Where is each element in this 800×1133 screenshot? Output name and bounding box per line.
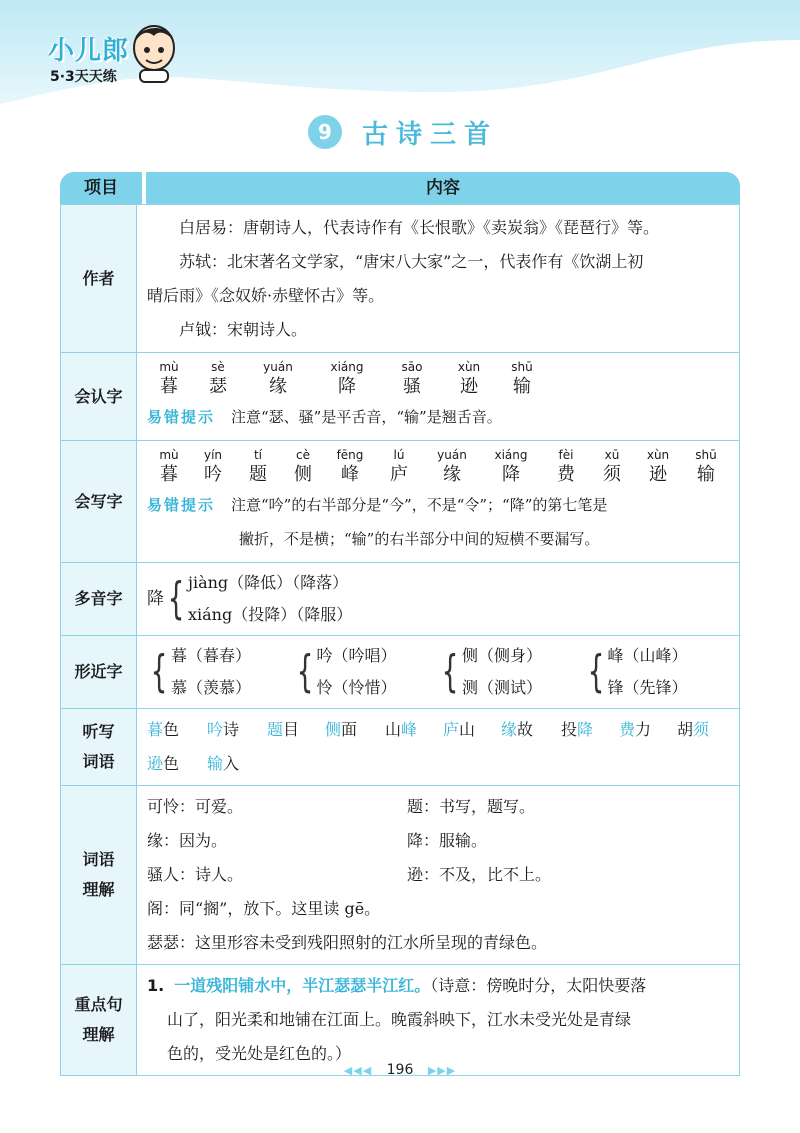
key-sentence-line: 1. 一道残阳铺水中，半江瑟瑟半江红。（诗意：傍晚时分，太阳快要落 <box>147 976 647 995</box>
label-vocab <box>61 786 137 965</box>
char: 费 <box>557 463 575 485</box>
similar-word: 测（测试） <box>462 678 543 697</box>
vocab-pair: 骚人：诗人。 逊：不及，比不上。 <box>147 865 552 884</box>
row-dictation <box>61 709 740 786</box>
char: 暮 <box>160 375 178 397</box>
brand-logo: 小儿郎 <box>48 36 130 66</box>
similar-word: 吟（吟唱） <box>316 646 397 665</box>
label-line: 理解 <box>82 1025 115 1044</box>
brace-icon: { <box>296 646 313 697</box>
label-write: 会写字 <box>61 441 137 563</box>
dictation-word: 山峰 <box>385 720 418 739</box>
page-number: 196 <box>386 1062 414 1078</box>
label-line: 理解 <box>82 880 115 899</box>
content-key-sentence <box>137 965 740 1076</box>
char: 庐 <box>390 463 408 485</box>
pinyin: shū <box>695 447 717 462</box>
char: 逊 <box>649 463 667 485</box>
reading: jiàng（降低）（降落） <box>188 573 349 592</box>
pinyin: cè <box>296 447 310 462</box>
label-line: 词语 <box>82 752 115 771</box>
char: 瑟 <box>209 375 227 397</box>
tip-line <box>147 400 729 434</box>
char: 骚 <box>403 375 421 397</box>
dictation-word: 输入 <box>207 754 240 773</box>
content-similar <box>137 636 740 709</box>
brace-icon: { <box>150 646 168 697</box>
label-line: 听写 <box>82 722 115 741</box>
pinyin: xū <box>604 447 620 462</box>
pinyin: xùn <box>646 447 670 462</box>
dictation-row <box>147 747 729 781</box>
reading: xiáng（投降）（降服） <box>188 605 353 624</box>
vocab-pair: 可怜：可爱。 题：书写，题写。 <box>147 797 536 816</box>
pinyin-row <box>147 360 729 374</box>
pinyin: sāo <box>401 359 423 374</box>
tip-line <box>147 488 729 522</box>
vocab-pair: 缘：因为。 降：服输。 <box>147 831 488 850</box>
similar-word: 慕（羡慕） <box>171 678 252 697</box>
author-line: 晴后雨》《念奴娇·赤壁怀古》等。 <box>147 285 385 305</box>
pinyin: tí <box>253 447 263 462</box>
similar-group <box>584 640 730 704</box>
pinyin: yuán <box>437 447 467 462</box>
pinyin: fēng <box>336 447 364 462</box>
key-sentence: 一道残阳铺水中，半江瑟瑟半江红。 <box>174 976 431 995</box>
lesson-title <box>300 112 510 152</box>
row-similar <box>61 636 740 709</box>
char-row <box>147 462 729 488</box>
pinyin: mù <box>159 447 179 462</box>
char: 缘 <box>443 463 461 485</box>
dictation-word: 庐山 <box>443 720 476 739</box>
char: 题 <box>249 463 267 485</box>
label-polyphone: 多音字 <box>61 563 137 636</box>
pinyin: yín <box>203 447 223 462</box>
pinyin-row <box>147 448 729 462</box>
page-footer <box>0 1062 800 1078</box>
dictation-word: 吟诗 <box>207 720 240 739</box>
char: 暮 <box>160 463 178 485</box>
dictation-word: 逊色 <box>147 754 180 773</box>
table-header <box>60 172 740 204</box>
pinyin: fèi <box>558 447 574 462</box>
tip-line <box>147 522 729 556</box>
vocab-line: 瑟瑟：这里形容未受到残阳照射的江水所呈现的青绿色。 <box>147 933 548 952</box>
prev-arrows-icon: ◀◀◀ <box>343 1064 373 1077</box>
dictation-word: 胡须 <box>677 720 710 739</box>
label-dictation <box>61 709 137 786</box>
content-recognize <box>137 353 740 441</box>
pinyin: sè <box>211 359 225 374</box>
label-key-sentence <box>61 965 137 1076</box>
similar-group <box>147 640 293 704</box>
mascot-boy-icon <box>128 18 180 84</box>
tip-text: 撇折，不是横；“输”的右半部分中间的短横不要漏写。 <box>239 529 600 548</box>
similar-group <box>438 640 584 704</box>
series-name: 5·3天天练 <box>50 69 117 85</box>
dictation-word: 投降 <box>561 720 594 739</box>
dictation-word: 侧面 <box>325 720 358 739</box>
char: 吟 <box>204 463 222 485</box>
similar-word: 暮（暮春） <box>171 646 252 665</box>
dictation-row <box>147 713 729 747</box>
polyphone-readings <box>188 567 352 631</box>
char: 缘 <box>269 375 287 397</box>
pinyin: mù <box>159 359 179 374</box>
row-polyphone <box>61 563 740 636</box>
char: 侧 <box>294 463 312 485</box>
char: 输 <box>513 375 531 397</box>
polyphone-char: 降 <box>147 589 164 609</box>
row-key-sentence <box>61 965 740 1076</box>
content-write <box>137 441 740 563</box>
brace-icon: { <box>441 646 459 697</box>
lesson-name: 古诗三首 <box>362 120 499 150</box>
brace-icon: { <box>167 573 185 624</box>
similar-group <box>293 640 439 704</box>
pinyin: yuán <box>263 359 293 374</box>
similar-word: 锋（先锋） <box>607 678 688 697</box>
dictation-word: 暮色 <box>147 720 180 739</box>
similar-word: 侧（侧身） <box>462 646 543 665</box>
char-row <box>147 374 729 400</box>
similar-word: 峰（山峰） <box>607 646 688 665</box>
similar-grid <box>147 640 729 704</box>
row-author <box>61 205 740 353</box>
next-arrows-icon: ▶▶▶ <box>427 1064 457 1077</box>
tip-text: 注意“吟”的右半部分是“今”，不是“令”；“降”的第七笔是 <box>231 495 608 514</box>
author-line: 白居易：唐朝诗人，代表诗作有《长恨歌》《卖炭翁》《琵琶行》等。 <box>179 217 660 237</box>
content-polyphone <box>137 563 740 636</box>
row-recognize <box>61 353 740 441</box>
char: 降 <box>502 463 520 485</box>
vocab-line: 阁：同“搁”，放下。这里读 gē。 <box>147 899 381 918</box>
pinyin: xùn <box>457 359 481 374</box>
label-line: 词语 <box>82 850 115 869</box>
key-sentence-explain: 色的，受光处是红色的。） <box>167 1044 352 1063</box>
dictation-word: 费力 <box>619 720 652 739</box>
label-author: 作者 <box>61 205 137 353</box>
similar-word: 怜（怜惜） <box>316 678 397 697</box>
pinyin: shū <box>511 359 533 374</box>
study-table <box>60 204 740 1076</box>
char: 须 <box>603 463 621 485</box>
author-line: 卢钺：宋朝诗人。 <box>179 319 308 339</box>
pinyin: xiáng <box>494 447 528 462</box>
tip-label: 易错提示 <box>147 495 216 514</box>
tip-label: 易错提示 <box>147 407 216 426</box>
row-vocab <box>61 786 740 965</box>
tip-text: 注意“瑟、骚”是平舌音，“输”是翘舌音。 <box>231 407 502 426</box>
lesson-number-badge: 9 <box>308 115 342 149</box>
pinyin: xiáng <box>330 359 364 374</box>
label-recognize: 会认字 <box>61 353 137 441</box>
row-write <box>61 441 740 563</box>
header-item: 项目 <box>60 172 142 204</box>
header-content: 内容 <box>146 172 740 204</box>
char: 逊 <box>460 375 478 397</box>
brace-icon: { <box>587 646 604 697</box>
char: 输 <box>697 463 715 485</box>
char: 降 <box>338 375 356 397</box>
pinyin: lú <box>393 447 405 462</box>
dictation-word: 缘故 <box>501 720 534 739</box>
content-author <box>137 205 740 353</box>
content-dictation <box>137 709 740 786</box>
key-sentence-explain: 山了，阳光柔和地铺在江面上。晚霞斜映下，江水未受光处是青绿 <box>167 1010 632 1029</box>
label-line: 重点句 <box>74 995 123 1014</box>
polyphone-group <box>147 567 729 631</box>
char: 峰 <box>341 463 359 485</box>
label-similar: 形近字 <box>61 636 137 709</box>
content-vocab <box>137 786 740 965</box>
author-line: 苏轼：北宋著名文学家，“唐宋八大家”之一，代表作有《饮湖上初 <box>179 251 644 271</box>
dictation-word: 题目 <box>267 720 300 739</box>
